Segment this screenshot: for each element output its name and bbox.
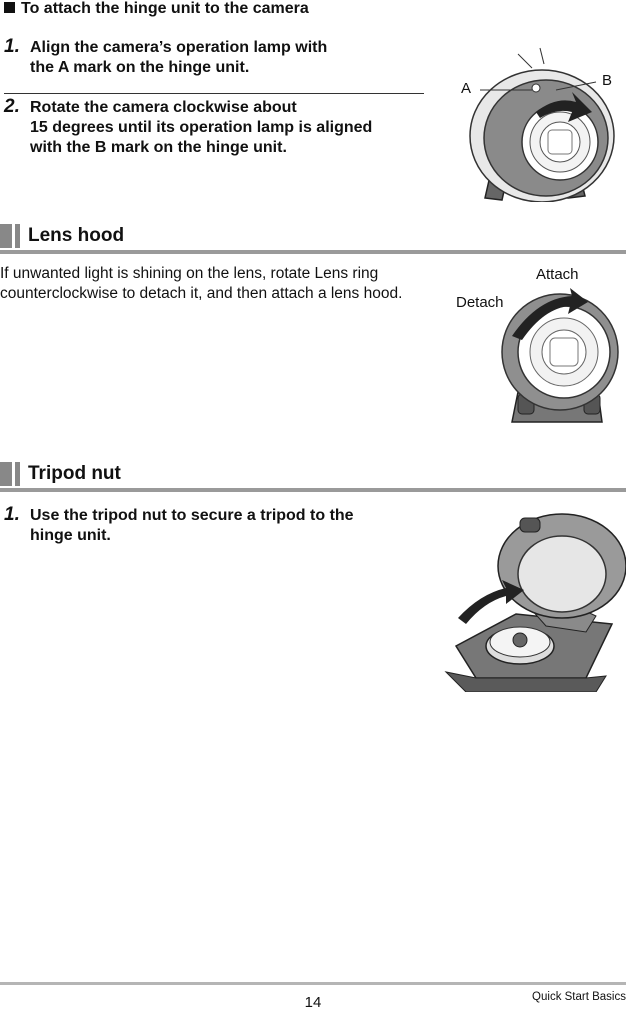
mark-a-label: A — [461, 80, 472, 97]
tripod-nut-heading: Tripod nut — [28, 463, 121, 484]
header-bar-block — [15, 224, 20, 248]
lens-hood-header — [0, 224, 626, 248]
section-heading-text: To attach the hinge unit to the camera — [21, 0, 309, 17]
step-text: Use the tripod nut to secure a tripod to the hinge unit. — [30, 507, 354, 544]
header-underline — [0, 250, 626, 254]
hinge-attach-figure — [440, 38, 626, 202]
lens-ring-figure — [452, 262, 626, 434]
footer-rule — [0, 982, 626, 985]
mark-b-label: B — [602, 72, 613, 89]
tripod-nut-figure — [436, 506, 626, 692]
tripod-step-1 — [4, 504, 424, 548]
step-text: Align the camera’s operation lamp with the A mark on the hinge unit. — [30, 39, 328, 76]
step-1 — [4, 36, 424, 80]
page-number: 14 — [304, 994, 322, 1011]
step-number: 1. — [4, 36, 20, 57]
section-heading — [4, 0, 309, 18]
square-bullet-icon — [4, 2, 15, 13]
header-bar-block — [0, 224, 12, 248]
camera-hinge-illustration — [440, 38, 626, 202]
footer-section-label: Quick Start Basics — [532, 991, 626, 1003]
lens-hood-body: If unwanted light is shining on the lens, rotate Lens ring counterclockwise to detach it, and then attach a lens hood. — [0, 265, 403, 302]
tripod-nut-header — [0, 462, 626, 486]
header-bar-block — [0, 462, 12, 486]
step-text: Rotate the camera clockwise about 15 degrees until its operation lamp is aligned with the B mark on the hinge unit. — [30, 99, 373, 156]
step-number: 1. — [4, 504, 20, 525]
attach-label: Attach — [536, 266, 579, 283]
lens-hood-heading: Lens hood — [28, 225, 125, 246]
header-bar-block — [15, 462, 20, 486]
tripod-nut-illustration — [436, 506, 626, 692]
lens-ring-illustration — [452, 262, 626, 434]
step-divider — [4, 93, 424, 94]
step-2 — [4, 96, 424, 160]
detach-label: Detach — [456, 294, 504, 311]
header-underline — [0, 488, 626, 492]
step-number: 2. — [4, 96, 20, 117]
